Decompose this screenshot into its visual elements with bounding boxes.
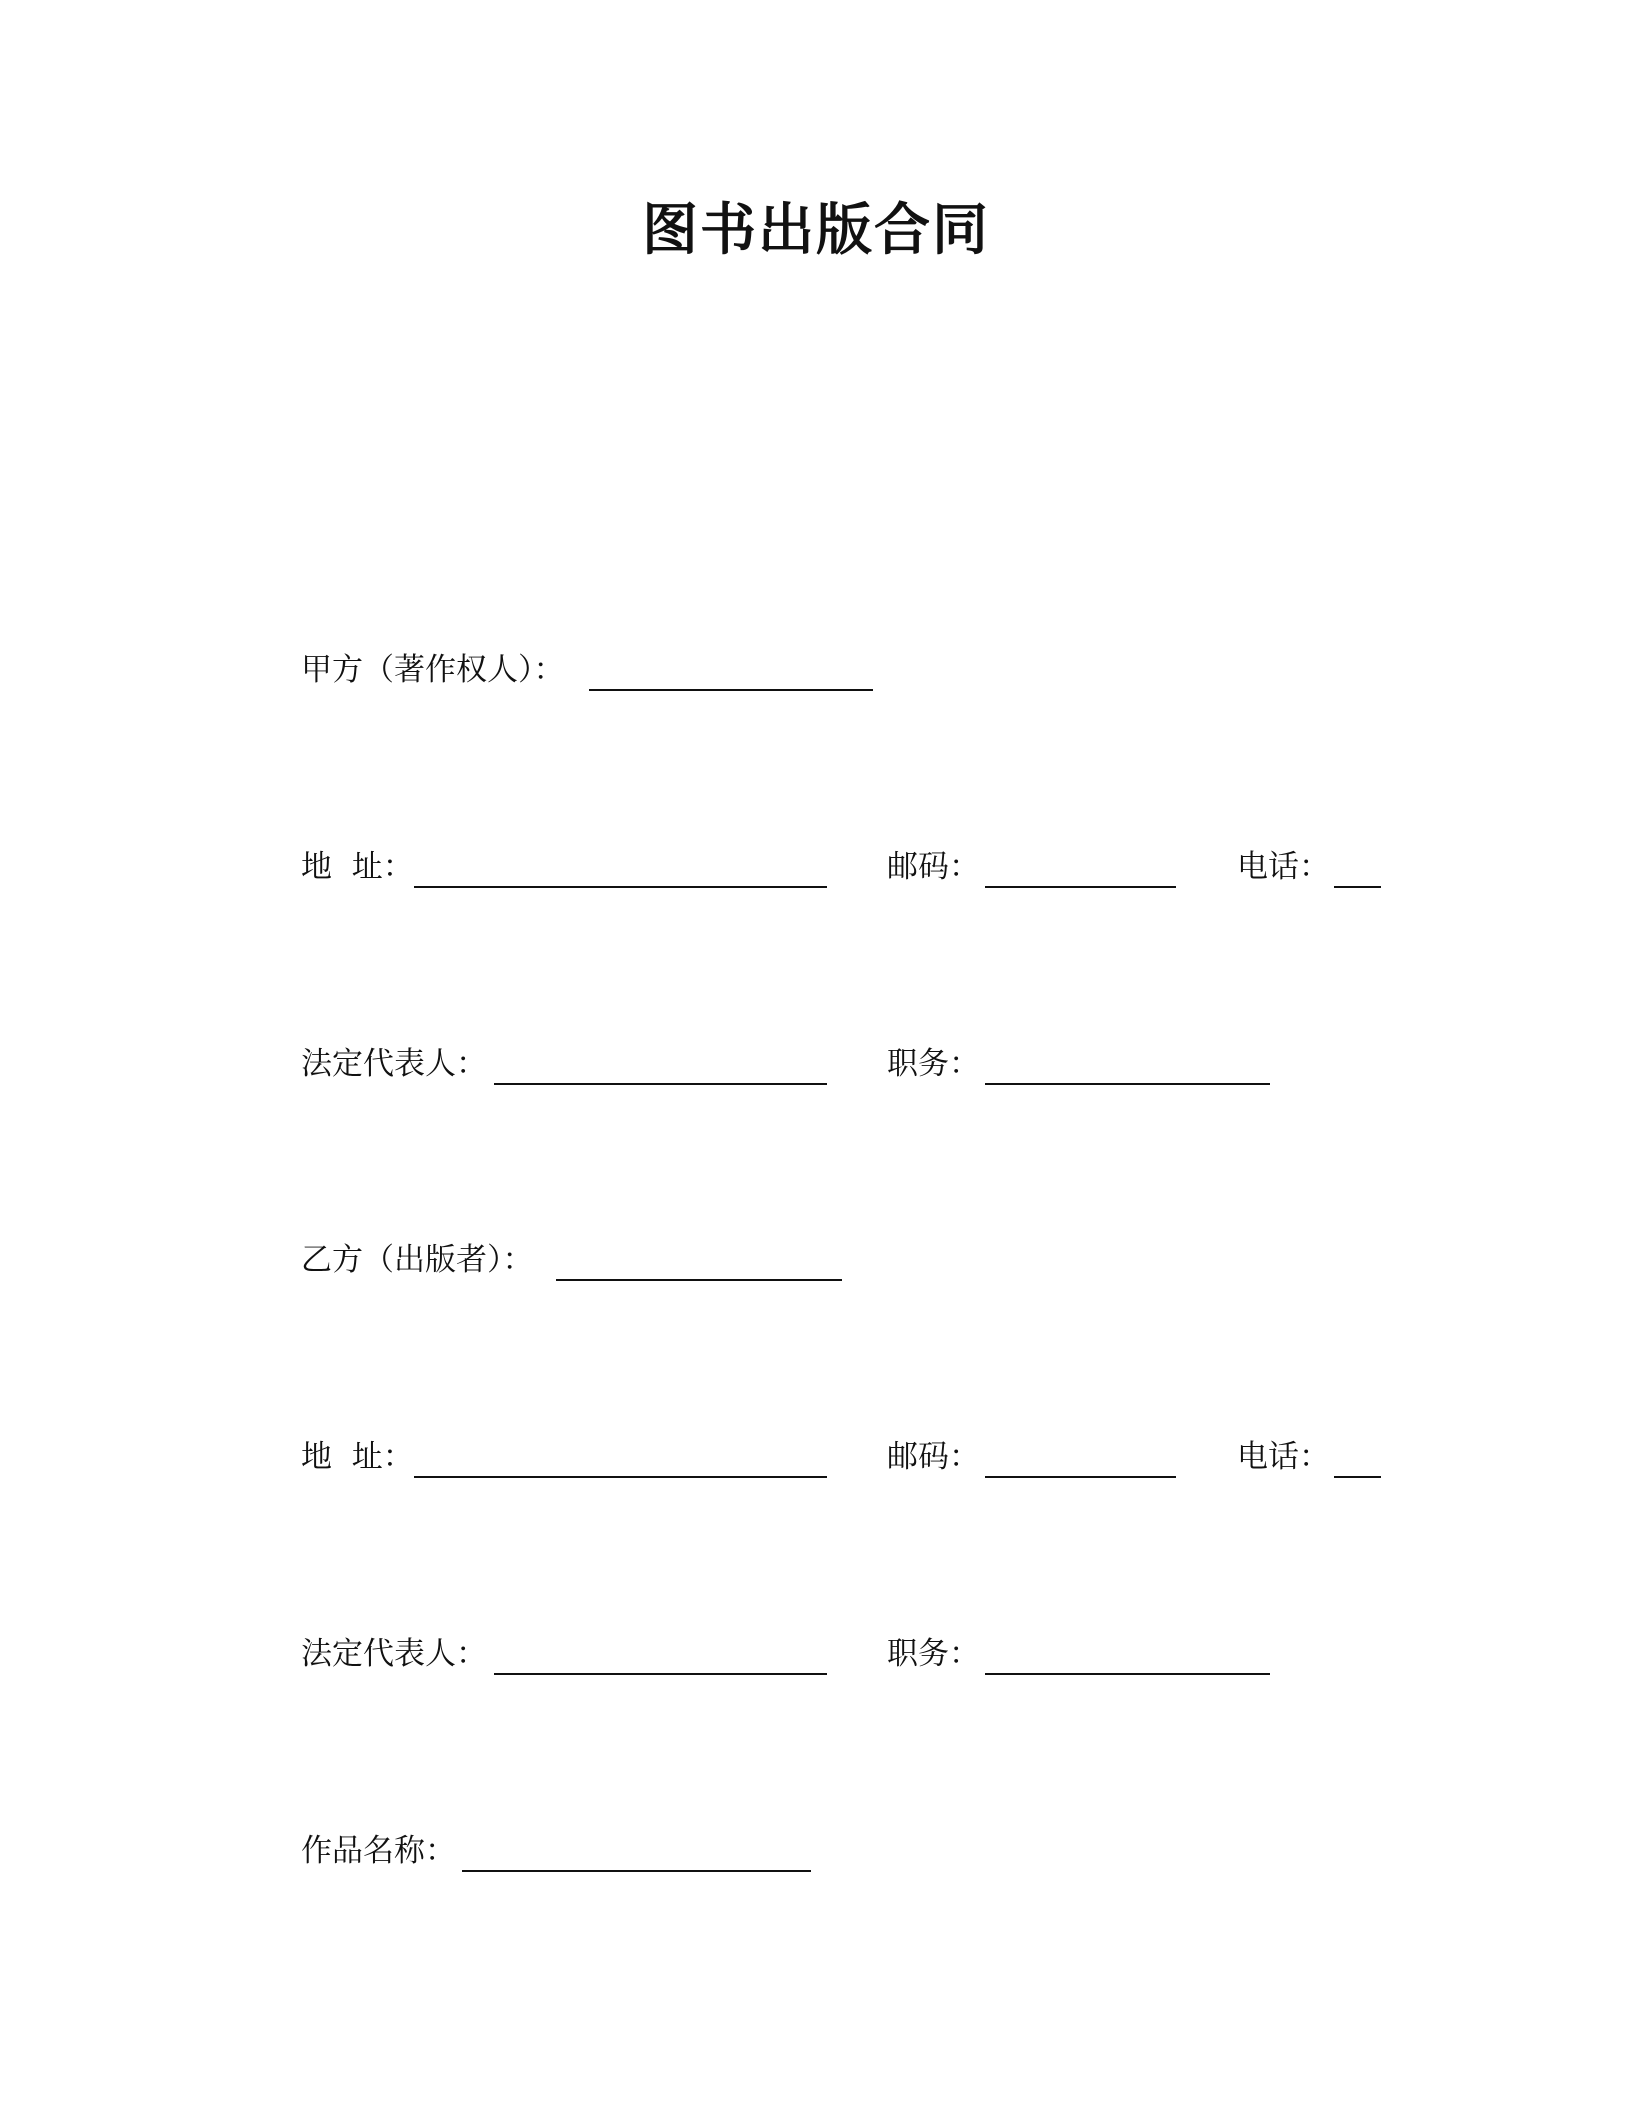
party-a-name-blank[interactable] [589, 689, 873, 691]
party-a-position-label: 职务： [887, 1046, 980, 1082]
page-title: 图书出版合同 [642, 198, 990, 263]
party-a-label: 甲方（著作权人）： [301, 652, 565, 688]
party-b-position-blank[interactable] [985, 1673, 1270, 1675]
party-a-postcode-blank[interactable] [985, 886, 1176, 888]
party-b-position-label: 职务： [887, 1636, 980, 1672]
work-name-blank[interactable] [462, 1870, 811, 1872]
party-a-address-blank[interactable] [414, 886, 827, 888]
party-a-phone-label: 电话： [1237, 849, 1330, 885]
party-a-position-blank[interactable] [985, 1083, 1270, 1085]
party-b-phone-blank[interactable] [1334, 1476, 1381, 1478]
party-b-postcode-blank[interactable] [985, 1476, 1176, 1478]
party-b-phone-label: 电话： [1237, 1439, 1330, 1475]
party-a-address-label: 地 址： [301, 849, 414, 885]
party-b-legal-rep-blank[interactable] [494, 1673, 827, 1675]
party-a-postcode-label: 邮码： [887, 849, 980, 885]
work-name-label: 作品名称： [301, 1833, 456, 1869]
party-b-address-blank[interactable] [414, 1476, 827, 1478]
party-b-name-blank[interactable] [556, 1279, 842, 1281]
party-b-postcode-label: 邮码： [887, 1439, 980, 1475]
party-a-legal-rep-label: 法定代表人： [301, 1046, 487, 1082]
party-a-phone-blank[interactable] [1334, 886, 1381, 888]
party-b-label: 乙方（出版者）： [301, 1242, 534, 1278]
party-b-legal-rep-label: 法定代表人： [301, 1636, 487, 1672]
party-a-legal-rep-blank[interactable] [494, 1083, 827, 1085]
party-b-address-label: 地 址： [301, 1439, 414, 1475]
